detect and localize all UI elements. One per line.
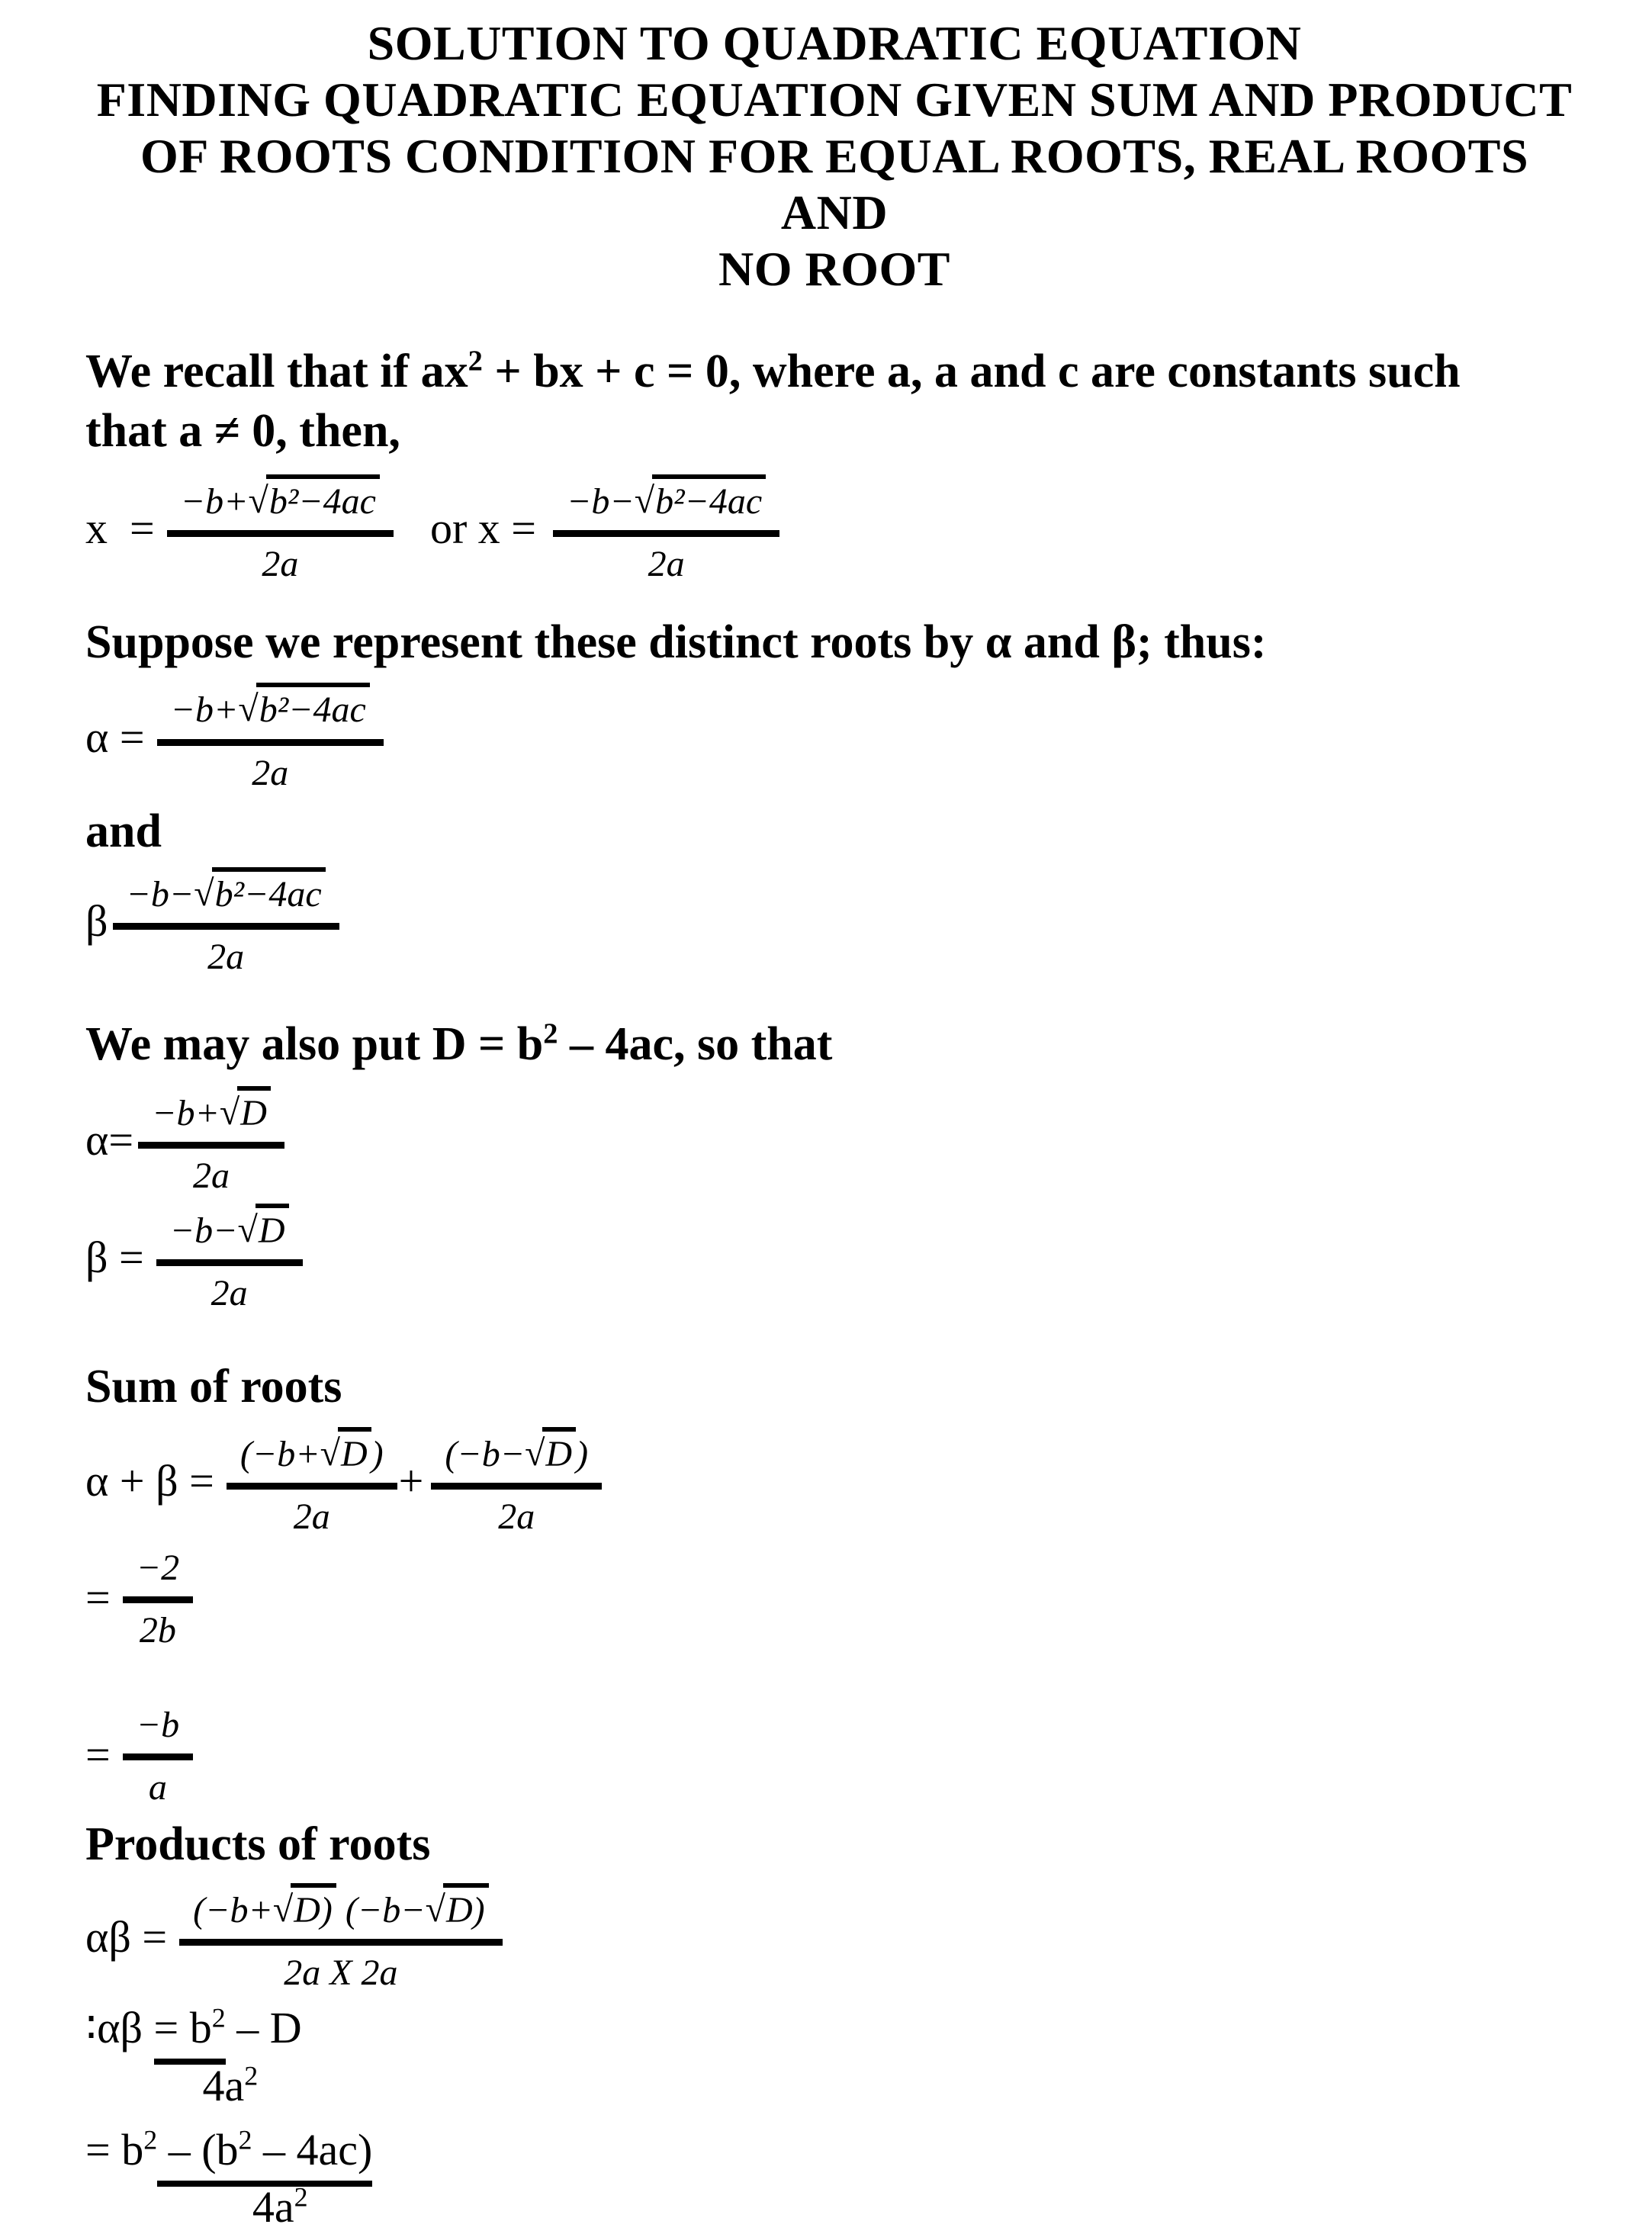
superscript: 2 xyxy=(143,2124,158,2155)
radicand: D xyxy=(338,1427,371,1475)
equation-sum-of-roots xyxy=(85,1424,1583,1538)
denominator xyxy=(203,2059,259,2113)
equation-quadratic-formula xyxy=(85,471,1583,585)
equation-lead: α = xyxy=(85,712,145,762)
num-text: −b+ xyxy=(152,1093,220,1134)
superscript: 2 xyxy=(294,2181,308,2213)
denominator: 2a xyxy=(293,1496,330,1538)
radical-sign-icon: √ xyxy=(248,481,268,521)
equation-lead: x = xyxy=(85,503,155,554)
radicand: b²−4ac xyxy=(256,683,370,731)
denominator: 2a xyxy=(648,544,685,585)
equation-sum-result xyxy=(85,1701,1583,1808)
document-title xyxy=(85,15,1583,297)
num-text: (−b− xyxy=(445,1433,525,1474)
radical-sign-icon: √ xyxy=(320,1432,340,1474)
square-root xyxy=(238,1210,289,1251)
fraction xyxy=(123,1544,193,1651)
radicand: D xyxy=(256,1204,289,1252)
equation-lead: α= xyxy=(85,1115,134,1165)
square-root xyxy=(525,1434,576,1474)
fraction xyxy=(123,1701,193,1808)
fraction xyxy=(167,471,394,585)
intro-paragraph xyxy=(85,342,1583,461)
equation-lead: = xyxy=(85,1729,111,1779)
num-text: −b+ xyxy=(180,481,249,522)
superscript: 2 xyxy=(468,345,483,378)
equation-lead: β = xyxy=(85,1232,144,1282)
num-text: (−b− xyxy=(336,1890,426,1930)
equation-alpha xyxy=(85,680,1583,793)
radicand: D) xyxy=(443,1883,489,1931)
radicand: b²−4ac xyxy=(266,474,380,522)
den-text: 4a xyxy=(252,2182,294,2232)
equation-lead: αβ = xyxy=(85,1912,168,1962)
intro-line-2: that a ≠ 0, then, xyxy=(85,405,400,457)
title-line-4: NO ROOT xyxy=(718,242,950,296)
radicand: b²−4ac xyxy=(212,867,326,915)
num-text: – 4ac) xyxy=(252,2124,373,2175)
superscript: 2 xyxy=(543,1017,558,1050)
numerator xyxy=(553,471,779,537)
num-text: −b− xyxy=(126,873,194,914)
products-of-roots-heading: Products of roots xyxy=(85,1818,431,1870)
square-root xyxy=(194,874,325,914)
put-d-paragraph xyxy=(85,1014,1583,1074)
title-line-2: FINDING QUADRATIC EQUATION GIVEN SUM AND PRODUCT xyxy=(96,72,1573,127)
and-word: and xyxy=(85,805,162,857)
radicand: D xyxy=(542,1427,576,1475)
equation-lead: α + β = xyxy=(85,1456,214,1506)
equation-product-step-2 xyxy=(85,2001,1583,2112)
fraction xyxy=(157,680,384,793)
equation-product-of-roots xyxy=(85,1880,1583,1994)
fraction xyxy=(156,1201,303,1314)
radical-sign-icon: √ xyxy=(238,689,259,730)
numerator xyxy=(227,1424,397,1490)
num-text: – D xyxy=(225,2003,302,2053)
intro-line-1 xyxy=(85,342,1583,401)
equation-product-result xyxy=(85,2123,1583,2234)
numerator xyxy=(138,1083,284,1149)
den-text: 4a xyxy=(202,2060,245,2110)
radical-sign-icon: √ xyxy=(525,1432,545,1474)
lead-text: = b xyxy=(85,2124,144,2175)
equation-lead xyxy=(85,2123,157,2177)
underlined-part xyxy=(154,2003,226,2065)
fraction xyxy=(553,471,779,585)
denominator: 2a xyxy=(211,1272,248,1313)
numerator xyxy=(167,471,394,537)
radical-sign-icon: √ xyxy=(219,1092,240,1133)
num-text: (−b+ xyxy=(193,1890,273,1930)
plus-operator: + xyxy=(398,1456,424,1506)
radicand: D) xyxy=(291,1883,336,1931)
denominator: 2a X 2a xyxy=(284,1953,398,1994)
num-text: −b+ xyxy=(170,689,239,731)
partial-fraction xyxy=(157,2123,372,2234)
num-text: (−b+ xyxy=(239,1433,320,1474)
equation-beta-d xyxy=(85,1201,1583,1314)
equation-sum-step-2 xyxy=(85,1544,1583,1651)
suppose-paragraph: Suppose we represent these distinct roots by α and β; thus: xyxy=(85,616,1267,669)
radical-sign-icon: √ xyxy=(425,1889,445,1930)
square-root xyxy=(426,1890,489,1930)
fraction xyxy=(431,1424,602,1538)
square-root xyxy=(635,481,766,522)
denominator: 2a xyxy=(207,936,245,977)
denominator: 2a xyxy=(498,1496,535,1538)
title-line-1: SOLUTION TO QUADRATIC EQUATION xyxy=(367,16,1302,70)
superscript: 2 xyxy=(238,2124,252,2155)
numerator xyxy=(431,1424,602,1490)
equation-lead: β xyxy=(85,895,108,946)
num-text: = b xyxy=(153,2003,212,2053)
intro-text: + bx + c = 0, where a, a and c are constants such xyxy=(482,346,1461,397)
denominator: 2a xyxy=(262,544,299,585)
num-text: ) xyxy=(576,1433,589,1474)
fraction xyxy=(138,1083,284,1197)
square-root xyxy=(220,1093,271,1133)
radicand: D xyxy=(237,1086,271,1134)
equation-connector: or x = xyxy=(429,503,536,554)
numerator xyxy=(179,1880,503,1946)
numerator: −2 xyxy=(123,1544,193,1603)
radicand: b²−4ac xyxy=(652,474,766,522)
num-text: −b− xyxy=(169,1210,238,1251)
numerator xyxy=(157,680,384,745)
fraction xyxy=(179,1880,503,1994)
radical-sign-icon: √ xyxy=(634,481,655,521)
fraction xyxy=(113,864,339,978)
radical-sign-icon: √ xyxy=(237,1209,258,1250)
numerator xyxy=(113,864,339,930)
num-text: ) xyxy=(371,1433,384,1474)
sum-of-roots-heading: Sum of roots xyxy=(85,1360,342,1413)
fraction xyxy=(227,1424,397,1538)
num-text: – (b xyxy=(157,2124,239,2175)
title-line-3: OF ROOTS CONDITION FOR EQUAL ROOTS, REAL ROOTS AND xyxy=(140,129,1529,239)
equation-lead: = xyxy=(85,1573,111,1623)
denominator: 2b xyxy=(139,1610,176,1651)
denominator xyxy=(252,2181,308,2234)
underlined-part xyxy=(157,2125,372,2187)
equation-lead: ∶αβ xyxy=(85,2003,154,2053)
square-root xyxy=(273,1890,336,1930)
equation-alpha-d xyxy=(85,1083,1583,1197)
denominator: a xyxy=(148,1766,167,1808)
partial-fraction xyxy=(154,2001,302,2112)
denominator: 2a xyxy=(193,1156,230,1197)
numerator-row xyxy=(154,2001,302,2055)
equation-beta xyxy=(85,864,1583,978)
radical-sign-icon: √ xyxy=(194,873,214,914)
square-root xyxy=(249,481,380,522)
put-d-text: – 4ac, so that xyxy=(558,1018,833,1071)
denominator: 2a xyxy=(252,752,289,793)
numerator: −b xyxy=(123,1701,193,1760)
superscript: 2 xyxy=(244,2060,259,2091)
superscript: 2 xyxy=(211,2003,226,2034)
radical-sign-icon: √ xyxy=(272,1889,294,1930)
num-text: −b− xyxy=(566,481,635,522)
put-d-text: We may also put D = b xyxy=(85,1018,544,1071)
numerator-row xyxy=(157,2123,372,2177)
intro-text: We recall that if ax xyxy=(85,346,468,397)
numerator xyxy=(156,1201,303,1266)
square-root xyxy=(238,689,369,730)
square-root xyxy=(320,1434,371,1474)
